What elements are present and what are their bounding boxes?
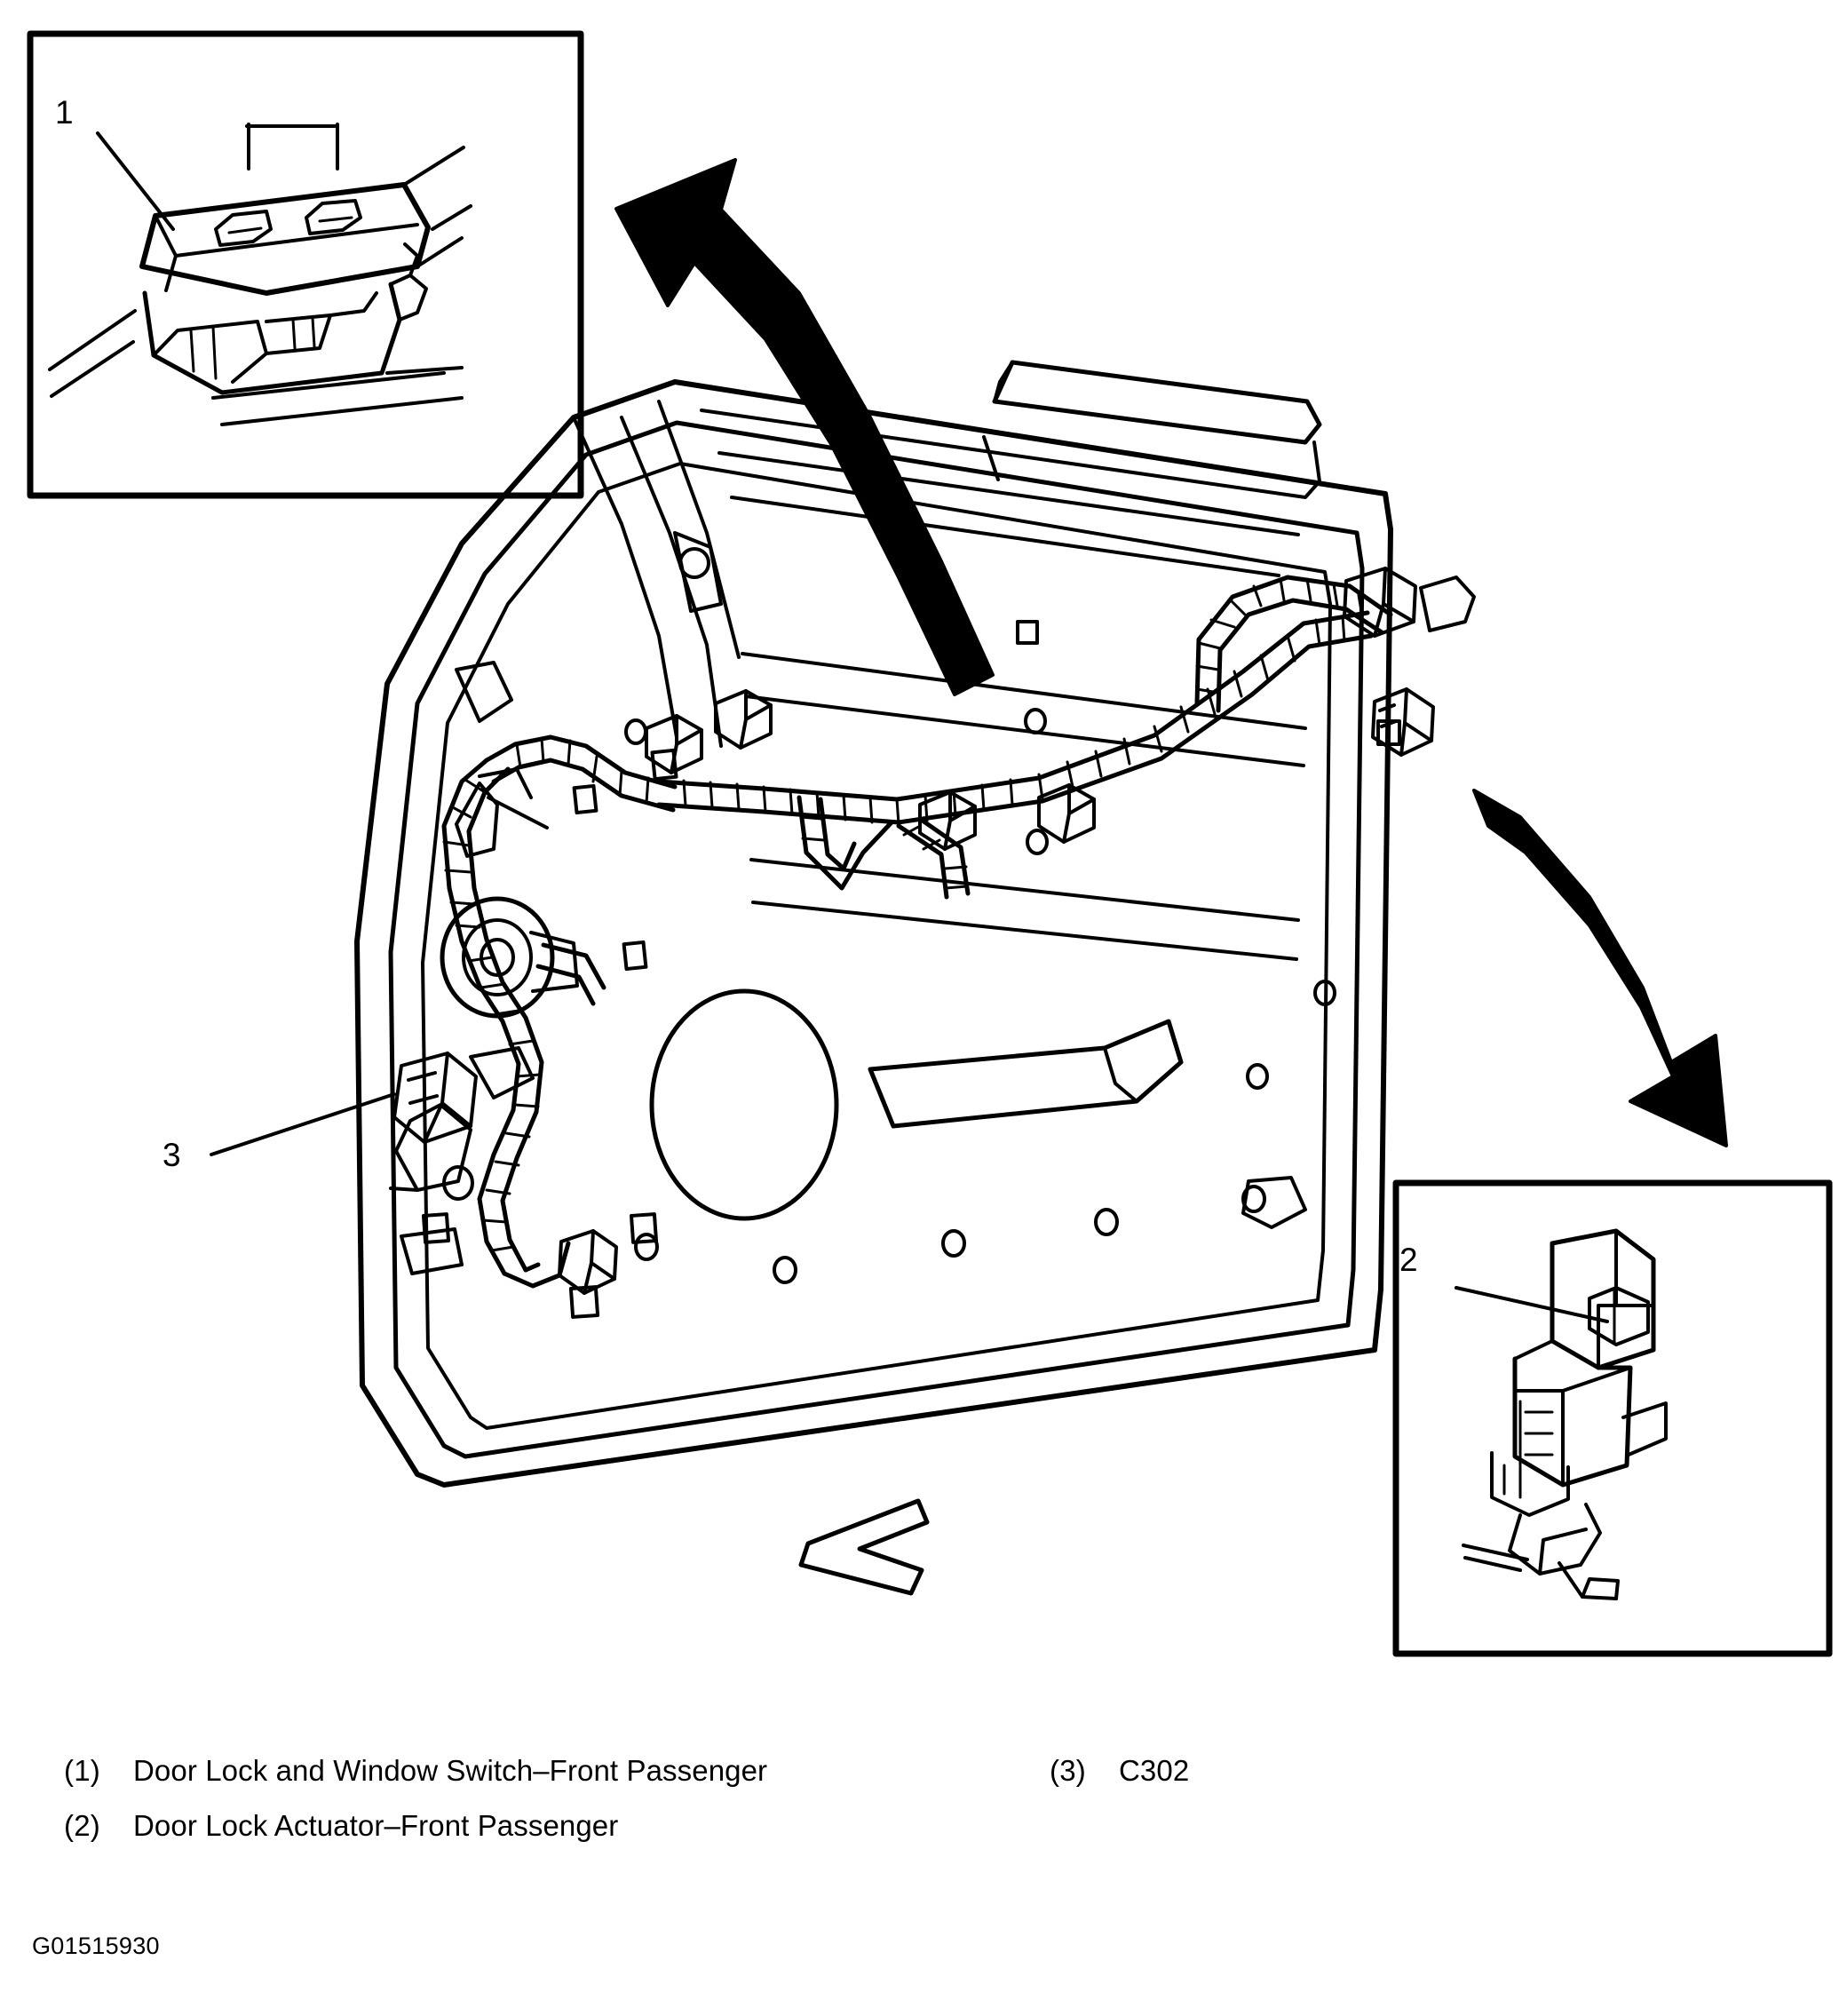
callout-marker-3: 3: [163, 1137, 181, 1173]
door-wiring-harness: [394, 568, 1474, 1293]
arrow-to-switch-inset: [616, 160, 993, 694]
legend-number-2: (2): [64, 1809, 100, 1842]
callout-marker-1: 1: [55, 94, 74, 131]
harness-connector: [716, 691, 771, 748]
legend-label-3: C302: [1119, 1754, 1190, 1787]
inset-panel-switch: [30, 34, 581, 496]
arrow-to-actuator-inset: [1474, 790, 1726, 1146]
harness-connector-c302: [394, 1053, 476, 1142]
harness-connector: [1344, 568, 1415, 636]
legend-column-left: [64, 1751, 863, 1861]
harness-connector: [559, 1231, 616, 1293]
legend-number-1: (1): [64, 1754, 100, 1787]
harness-connector: [1421, 577, 1474, 631]
legend-label-1: Door Lock and Window Switch–Front Passenger: [133, 1754, 768, 1787]
legend-column-right: [1050, 1751, 1547, 1806]
legend-item-2: [64, 1806, 863, 1845]
leader-line-3: [211, 1094, 394, 1155]
arrow-direction-indicator: [801, 1501, 927, 1593]
legend-item-3: [1050, 1751, 1547, 1790]
inset-panel-actuator: [1396, 1183, 1829, 1654]
legend-number-3: (3): [1050, 1754, 1086, 1787]
legend-label-2: Door Lock Actuator–Front Passenger: [133, 1809, 619, 1842]
legend-item-1: [64, 1751, 863, 1790]
figure-id: G01515930: [32, 1933, 160, 1959]
callout-marker-2: 2: [1399, 1242, 1418, 1278]
